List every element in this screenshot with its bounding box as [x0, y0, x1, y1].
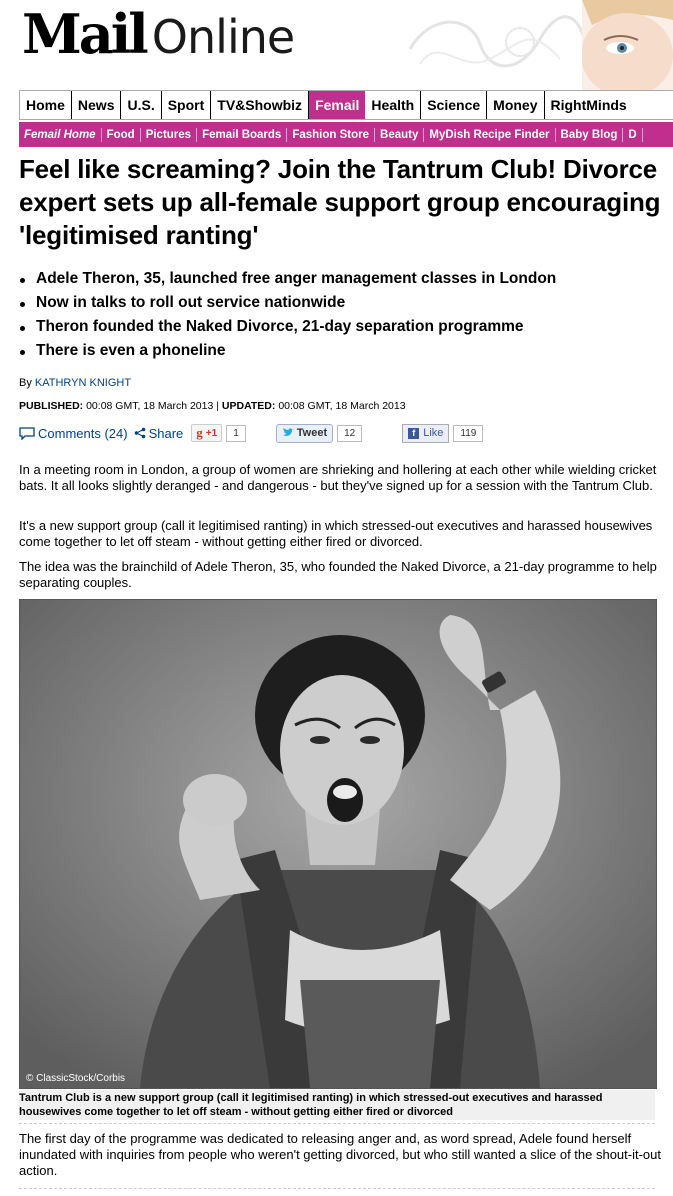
comments-link[interactable]	[19, 426, 128, 441]
share-bar	[19, 422, 483, 444]
summary-bullet: Now in talks to roll out service nationwide	[19, 291, 669, 315]
subnav-baby-blog[interactable]: Baby Blog	[556, 128, 624, 142]
nav-science[interactable]: Science	[421, 91, 487, 119]
subnav-pictures[interactable]: Pictures	[141, 128, 197, 142]
logo-online-text: Online	[151, 10, 295, 64]
nav-home[interactable]: Home	[20, 91, 72, 119]
nav-sport[interactable]: Sport	[162, 91, 212, 119]
updated-value: 00:08 GMT, 18 March 2013	[278, 400, 406, 412]
article-summary-bullets	[19, 267, 669, 363]
summary-bullet: Theron founded the Naked Divorce, 21-day separation programme	[19, 315, 669, 339]
published-label: PUBLISHED:	[19, 400, 84, 412]
subnav-beauty[interactable]: Beauty	[375, 128, 424, 142]
share-icon	[134, 427, 146, 439]
decorative-swirl-icon	[400, 4, 590, 84]
facebook-icon: f	[408, 428, 419, 439]
femail-subnavigation	[19, 122, 673, 147]
comment-bubble-icon	[19, 427, 35, 440]
twitter-bird-icon	[282, 428, 294, 438]
subnav-femail-home[interactable]: Femail Home	[19, 128, 102, 142]
updated-label: UPDATED:	[221, 400, 276, 412]
facebook-like-button[interactable]	[402, 424, 449, 443]
masthead	[0, 0, 673, 90]
byline-prefix: By	[19, 377, 32, 389]
nav-rightminds[interactable]: RightMinds	[550, 97, 627, 113]
logo-mail-text: Mail	[22, 2, 146, 66]
article-paragraph: It's a new support group (call it legitimised ranting) in which stressed-out executives and harassed housewives come together to let off steam - without getting either fired or divorced.	[19, 518, 653, 549]
nav-us[interactable]: U.S.	[121, 91, 161, 119]
image-credit: © ClassicStock/Corbis	[26, 1073, 126, 1084]
nav-money[interactable]: Money	[487, 91, 544, 119]
date-separator: |	[216, 400, 219, 412]
subnav-truncated-item[interactable]: D	[623, 128, 642, 142]
article-paragraph: The idea was the brainchild of Adele Theron, 35, who founded the Naked Divorce, a 21-day programme to help separating couples.	[19, 559, 657, 590]
google-plus-count: 1	[226, 425, 246, 442]
google-plus-icon: g	[196, 425, 203, 440]
nav-tv-showbiz[interactable]: TV&Showbiz	[211, 91, 309, 119]
subnav-food[interactable]: Food	[102, 128, 141, 142]
subnav-mydish-recipe-finder[interactable]: MyDish Recipe Finder	[424, 128, 555, 142]
share-label: Share	[148, 425, 184, 441]
byline	[19, 377, 131, 389]
article-photo[interactable]	[19, 599, 657, 1089]
article-paragraph: The first day of the programme was dedicated to releasing anger and, as word spread, Adele found herself inundated with inquiries from people who weren't getting divorced, but who still wanted a slice of the shout-it-out action.	[19, 1131, 662, 1178]
caption-divider	[19, 1123, 655, 1124]
subnav-fashion-store[interactable]: Fashion Store	[287, 128, 375, 142]
subnav-femail-boards[interactable]: Femail Boards	[197, 128, 287, 142]
article-headline: Feel like screaming? Join the Tantrum Club! Divorce expert sets up all-female support group encouraging 'legitimised ranting'	[19, 154, 661, 250]
model-face-image	[582, 0, 673, 90]
tweet-count: 12	[337, 425, 362, 442]
tweet-button[interactable]	[276, 424, 333, 443]
screaming-woman-image	[20, 600, 656, 1088]
tweet-label: Tweet	[296, 427, 328, 439]
comments-label: Comments (24)	[38, 425, 128, 441]
bottom-divider	[19, 1188, 655, 1189]
summary-bullet: Adele Theron, 35, launched free anger management classes in London	[19, 267, 669, 291]
google-plus-label: +1	[205, 427, 218, 439]
published-value: 00:08 GMT, 18 March 2013	[86, 400, 214, 412]
facebook-like-label: Like	[423, 427, 444, 439]
facebook-like-count: 119	[453, 425, 483, 442]
nav-health[interactable]: Health	[365, 91, 421, 119]
mail-online-logo[interactable]	[22, 4, 294, 67]
author-link[interactable]: KATHRYN KNIGHT	[34, 377, 132, 389]
share-link[interactable]	[134, 426, 184, 441]
publish-dates	[19, 400, 406, 412]
summary-bullet: There is even a phoneline	[19, 339, 669, 363]
article-paragraph: In a meeting room in London, a group of women are shrieking and hollering at each other while wielding cricket bats. It all looks slightly deranged - and dangerous - but they've signed up for a session with the Tantrum Club.	[19, 462, 657, 493]
nav-news[interactable]: News	[72, 91, 122, 119]
image-caption: Tantrum Club is a new support group (call it legitimised ranting) in which stressed-out executives and harassed housewives come together to let off steam - without getting either fired or divorced	[19, 1090, 655, 1120]
google-plus-button[interactable]	[191, 424, 222, 442]
main-navigation	[19, 90, 673, 120]
nav-femail[interactable]: Femail	[309, 91, 365, 119]
